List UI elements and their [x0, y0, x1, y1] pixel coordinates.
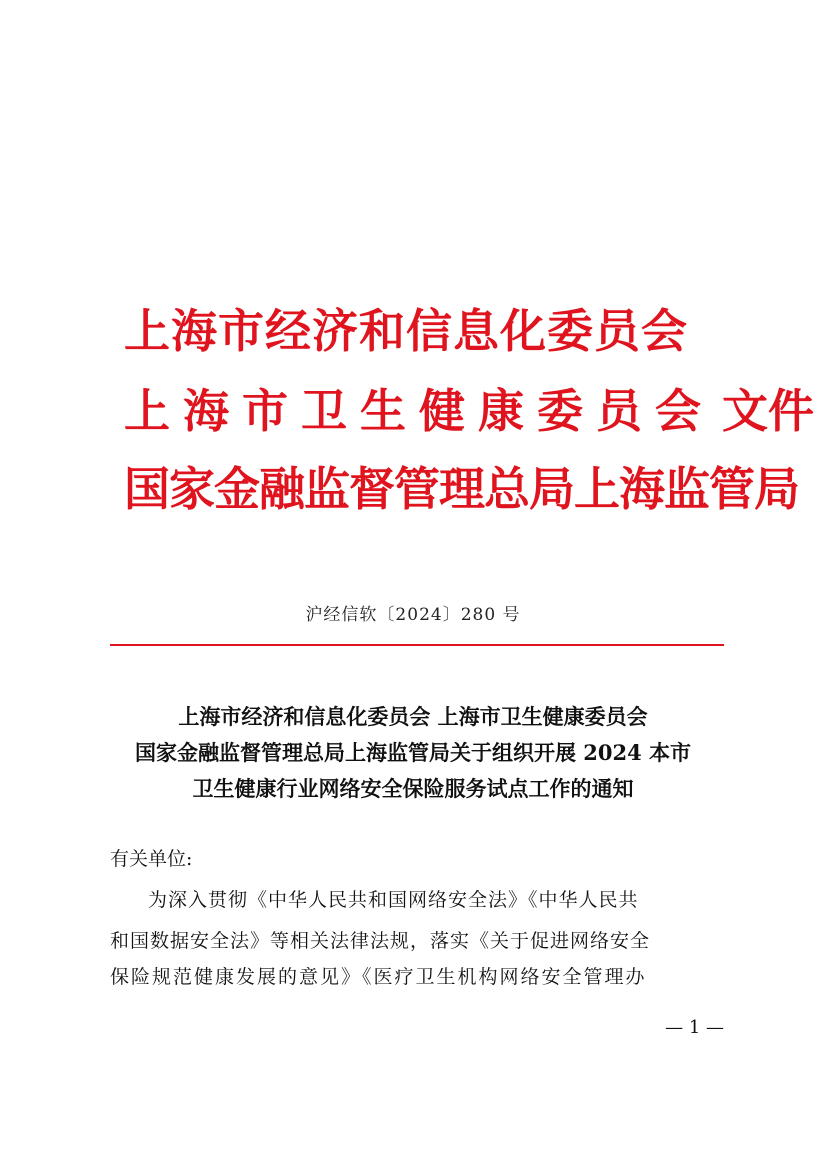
issuer-header-line-3: 国家金融监督管理总局上海监管局	[124, 462, 799, 516]
issuer-name: 上海市卫生健康委员会	[124, 384, 714, 438]
document-suffix: 文件	[722, 384, 814, 438]
notice-title-line-2: 国家金融监督管理总局上海监管局关于组织开展 2024 本市	[134, 740, 692, 765]
issuer-header-line-1: 上海市经济和信息化委员会	[124, 304, 688, 358]
notice-title-line-3: 卫生健康行业网络安全保险服务试点工作的通知	[192, 776, 634, 801]
body-line-2: 和国数据安全法》等相关法律法规，落实《关于促进网络安全	[110, 930, 651, 952]
issuer-header-line-2	[124, 382, 814, 440]
body-line-3: 保险规范健康发展的意见》《医疗卫生机构网络安全管理办	[110, 966, 647, 988]
red-divider	[110, 644, 724, 646]
addressee: 有关单位:	[110, 848, 193, 870]
document-number: 沪经信软〔2024〕280 号	[305, 605, 521, 625]
notice-title-line-1: 上海市经济和信息化委员会 上海市卫生健康委员会	[178, 704, 648, 729]
page-number: — 1 —	[665, 1017, 724, 1038]
body-line-1: 为深入贯彻《中华人民共和国网络安全法》《中华人民共	[148, 889, 639, 911]
